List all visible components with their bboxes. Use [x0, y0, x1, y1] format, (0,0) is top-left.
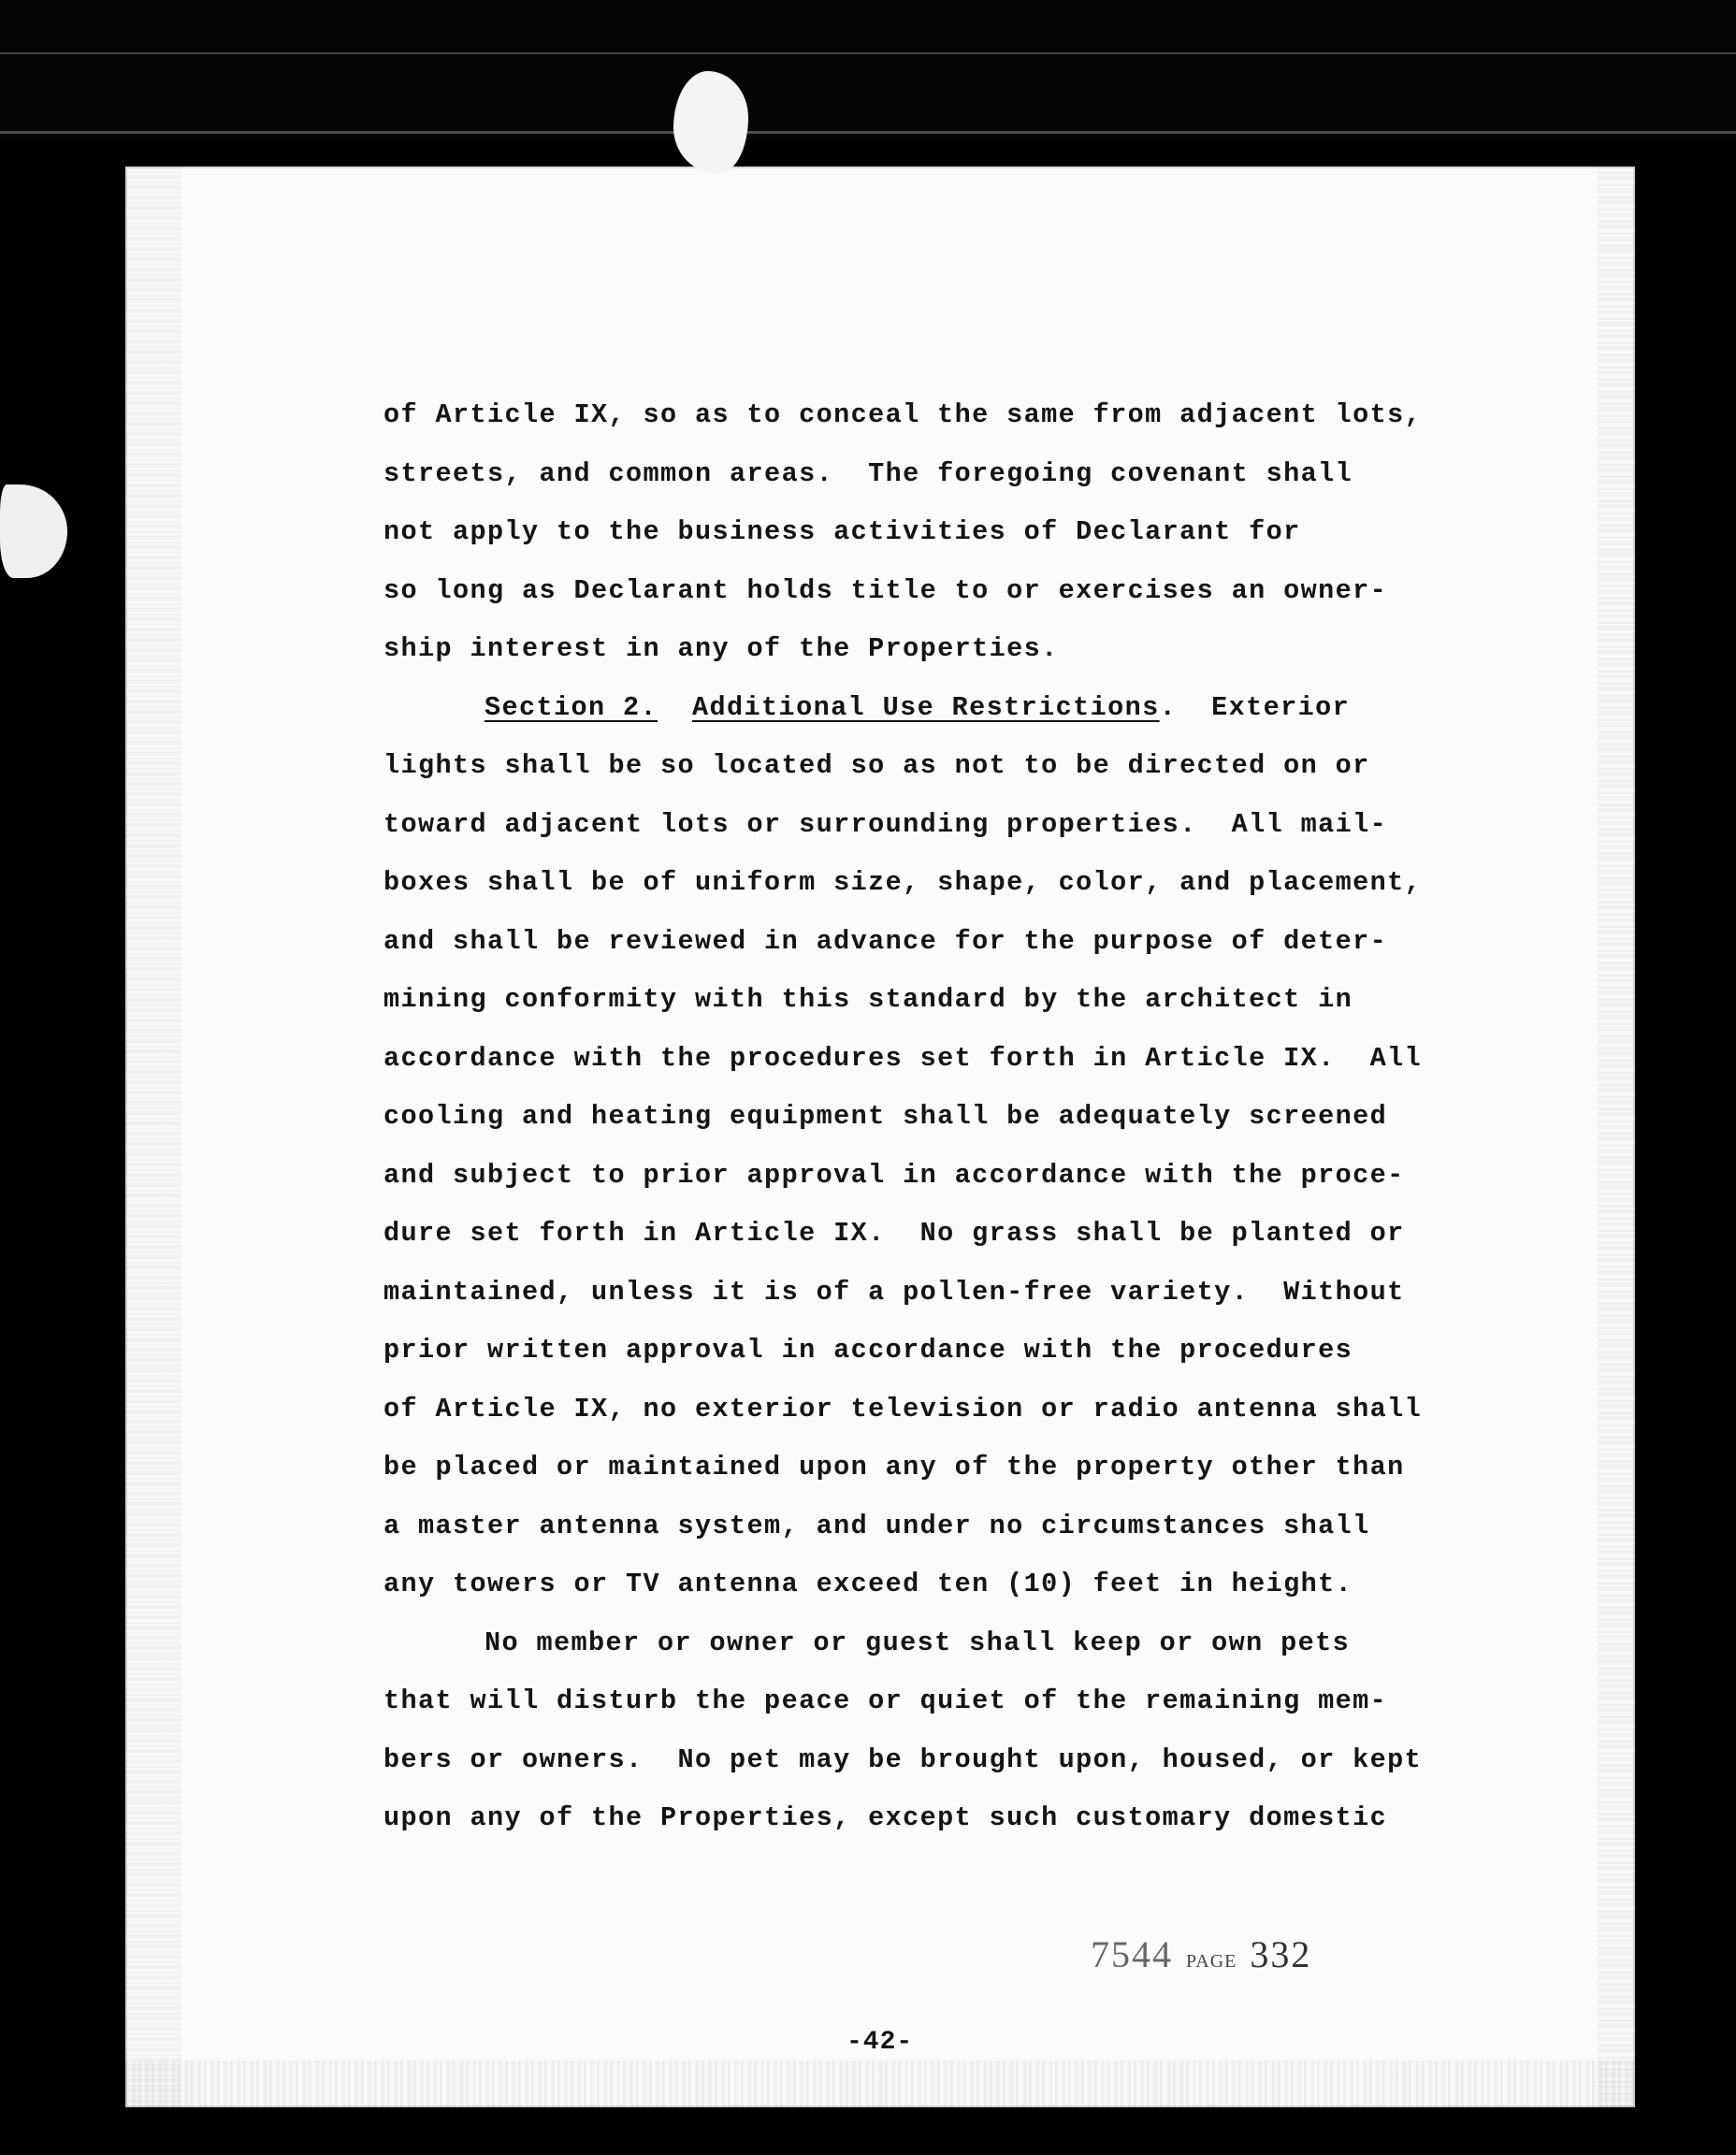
text-line: No member or owner or guest shall keep or own pets: [485, 1627, 1351, 1658]
paper-tear-mark: [673, 71, 748, 174]
text-line: toward adjacent lots or surrounding properties. All mail-: [383, 808, 1388, 840]
scan-top-border: [0, 0, 1736, 140]
text-line: of Article IX, no exterior television or radio antenna shall: [383, 1393, 1423, 1425]
scan-noise: [1598, 166, 1635, 2107]
text-line: dure set forth in Article IX. No grass shall be planted or: [383, 1218, 1405, 1249]
text-line: of Article IX, so as to conceal the same from adjacent lots,: [383, 399, 1423, 430]
scan-edge-line: [0, 131, 1736, 134]
paper-tear-mark: [0, 485, 67, 578]
text-line: upon any of the Properties, except such customary domestic: [383, 1802, 1388, 1833]
section-heading-continuation: . Exterior: [1159, 691, 1351, 723]
scan-edge-line: [0, 52, 1736, 54]
text-line: that will disturb the peace or quiet of the remaining mem-: [383, 1685, 1388, 1716]
text-line: accordance with the procedures set forth in Article IX. All: [383, 1042, 1423, 1074]
text-line: ship interest in any of the Properties.: [383, 633, 1059, 664]
text-line: lights shall be so located so as not to be directed on or: [383, 750, 1370, 781]
scan-noise: [125, 2061, 1635, 2107]
book-number: 7544: [1091, 1933, 1173, 1975]
body-text: [383, 386, 1487, 1848]
section-number: Section 2.: [485, 691, 658, 723]
scan-noise: [125, 166, 181, 2107]
text-line: prior written approval in accordance with the procedures: [383, 1335, 1353, 1366]
section-title: Additional Use Restrictions: [692, 691, 1160, 723]
text-line: be placed or maintained upon any of the property other than: [383, 1452, 1405, 1482]
text-line: bers or owners. No pet may be brought upon, housed, or kept: [383, 1743, 1423, 1775]
text-line: cooling and heating equipment shall be adequately screened: [383, 1101, 1388, 1132]
text-line: not apply to the business activities of Declarant for: [383, 516, 1301, 547]
text-line: so long as Declarant holds title to or exercises an owner-: [383, 574, 1388, 606]
text-line: maintained, unless it is of a pollen-free variety. Without: [383, 1276, 1405, 1308]
page-label: PAGE: [1186, 1951, 1237, 1972]
book-page-stamp: [1091, 1932, 1311, 1976]
record-page-number: 332: [1250, 1933, 1312, 1975]
section-heading-line: [383, 679, 1487, 738]
text-line: and shall be reviewed in advance for the purpose of deter-: [383, 925, 1388, 957]
page-number: -42-: [846, 2028, 914, 2057]
text-line: streets, and common areas. The foregoing covenant shall: [383, 457, 1353, 489]
text-line: and subject to prior approval in accordance with the proce-: [383, 1159, 1405, 1191]
text-line: mining conformity with this standard by the architect in: [383, 984, 1353, 1015]
text-line: boxes shall be of uniform size, shape, color, and placement,: [383, 867, 1423, 898]
text-line: any towers or TV antenna exceed ten (10) feet in height.: [383, 1569, 1353, 1599]
text-line: a master antenna system, and under no circumstances shall: [383, 1510, 1370, 1541]
